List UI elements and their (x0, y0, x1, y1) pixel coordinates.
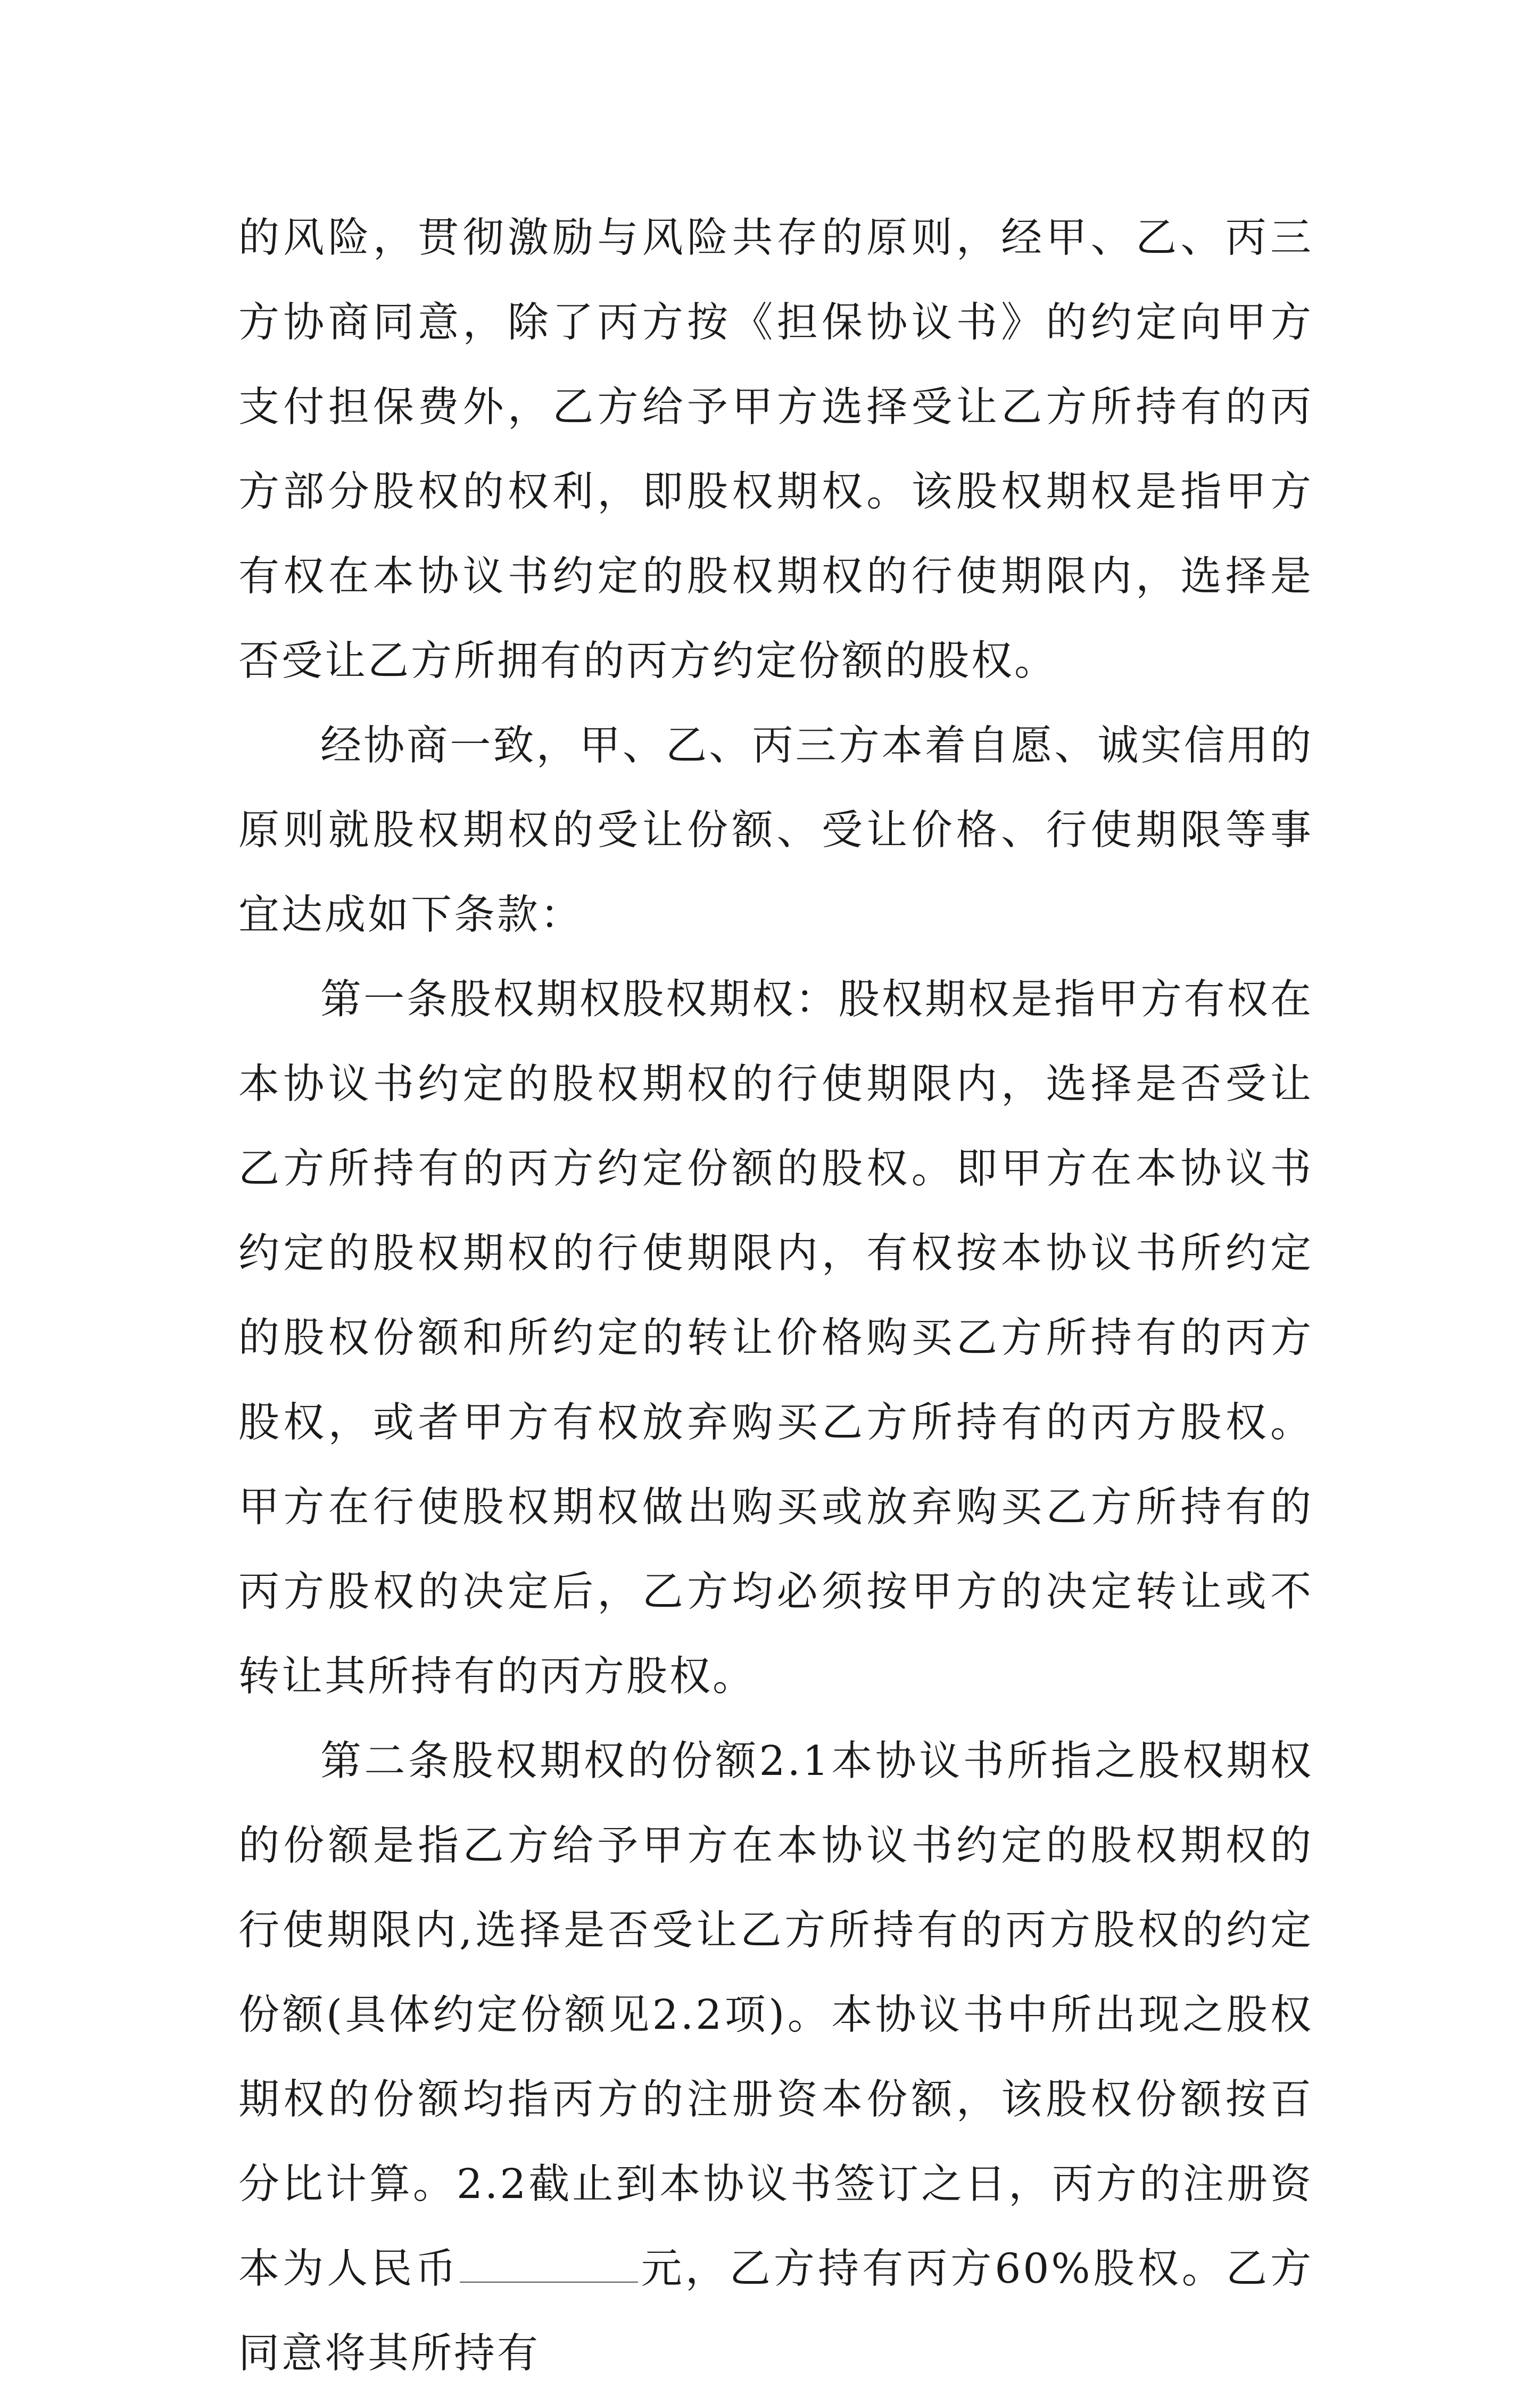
paragraph-article-1: 第一条股权期权股权期权：股权期权是指甲方有权在本协议书约定的股权期权的行使期限内，选择是否受让乙方所持有的丙方约定份额的股权。即甲方在本协议书约定的股权期权的行使期限内，有权按本协议书所约定的股权份额和所约定的转让价格购买乙方所持有的丙方股权，或者甲方有权放弃购买乙方所持有的丙方股权。甲方在行使股权期权做出购买或放弃购买乙方所持有的丙方股权的决定后，乙方均必须按甲方的决定转让或不转让其所持有的丙方股权。 (238, 976, 1313, 1700)
article-2-text-before-blank: 第二条股权期权的份额2.1本协议书所指之股权期权的份额是指乙方给予甲方在本协议书约定的股权期权的行使期限内,选择是否受让乙方所持有的丙方股权的约定份额(具体约定份额见2.2项)。本协议书中所出现之股权期权的份额均指丙方的注册资本份额，该股权份额按百分比计算。2.2截止到本协议书签订之日，丙方的注册资本为人民币 (238, 1738, 1313, 2293)
article-2-text-after-blank: 元，乙方持有丙方60%股权。乙方同意将其所持有 (238, 2245, 1314, 2377)
paragraph-article-2 (238, 1719, 1313, 2396)
paragraph-intro-continuation: 的风险，贯彻激励与风险共存的原则，经甲、乙、丙三方协商同意，除了丙方按《担保协议书》的约定向甲方支付担保费外，乙方给予甲方选择受让乙方所持有的丙方部分股权的权利，即股权期权。该股权期权是指甲方有权在本协议书约定的股权期权的行使期限内，选择是否受让乙方所拥有的丙方约定份额的股权。 (238, 214, 1313, 685)
paragraph-consensus: 经协商一致，甲、乙、丙三方本着自愿、诚实信用的原则就股权期权的受让份额、受让价格、行使期限等事宜达成如下条款： (238, 722, 1313, 939)
document-body (238, 196, 1313, 2396)
registered-capital-blank (460, 2244, 638, 2283)
